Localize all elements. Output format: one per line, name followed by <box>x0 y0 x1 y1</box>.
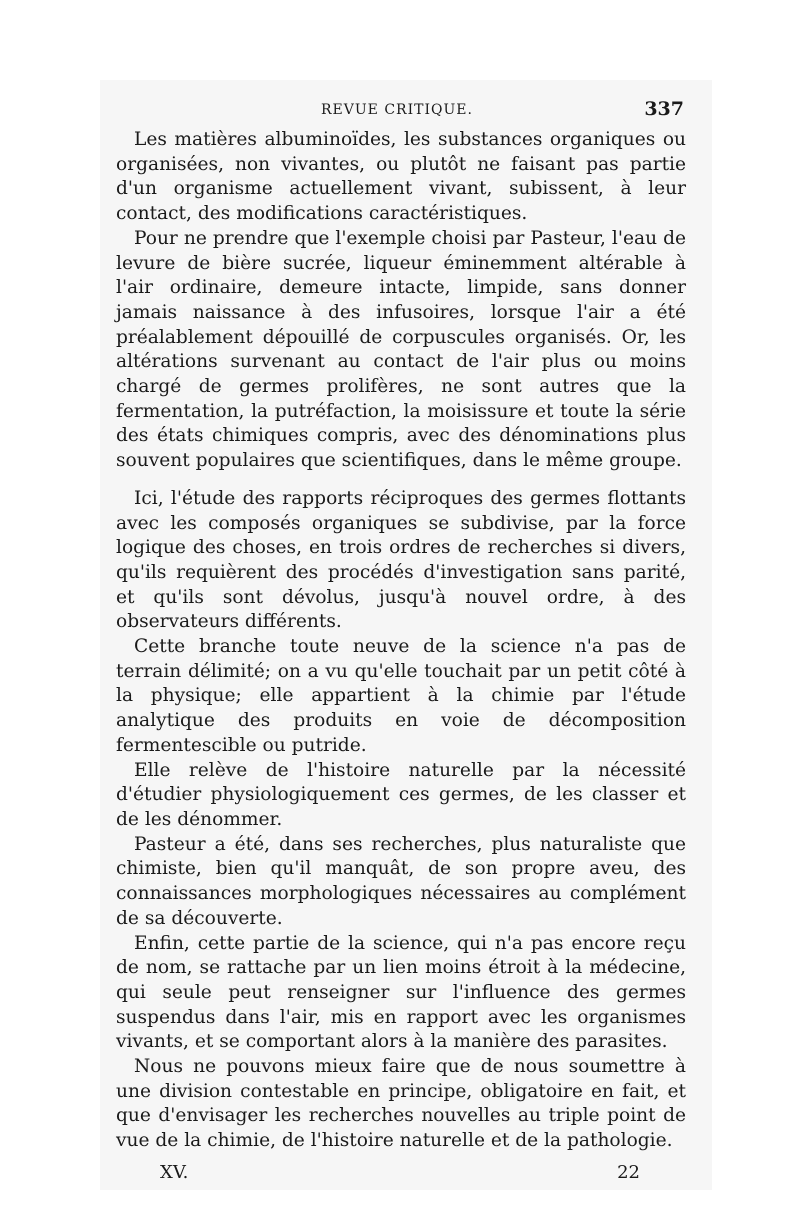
paragraph: Cette branche toute neuve de la science n'a pas de terrain délimité; on a vu qu'elle touchait par un petit côté à la physique; elle appartient à la chimie par l'étude analytique des produits en voie de décomposition fermentescible ou putride. <box>116 636 686 756</box>
page-footer <box>160 1162 640 1186</box>
page-number: 337 <box>644 98 684 120</box>
paragraph: Pasteur a été, dans ses recherches, plus naturaliste que chimiste, bien qu'il manquât, de son propre aveu, des connaissances morphologiques nécessaires au complément de sa découverte. <box>116 833 686 929</box>
body-text <box>116 128 686 1154</box>
signature-mark: XV. <box>160 1162 189 1183</box>
paragraph: Ici, l'étude des rapports réciproques des germes flottants avec les composés organiques se subdivise, par la force logique des choses, en trois ordres de recherches si divers, qu'ils requièrent des procédés d'investigation sans parité, et qu'ils sont dévolus, jusqu'à nouvel ordre, à des observateurs différents. <box>116 487 686 633</box>
paragraph: Nous ne pouvons mieux faire que de nous soumettre à une division contestable en principe, obligatoire en fait, et que d'envisager les recherches nouvelles au triple point de vue de la chimie, de l'histoire naturelle et de la pathologie. <box>116 1056 686 1152</box>
paragraph: Pour ne prendre que l'exemple choisi par Pasteur, l'eau de levure de bière sucrée, liqueur éminemment altérable à l'air ordinaire, demeure intacte, limpide, sans donner jamais naissance à des infusoires, lorsque l'air a été préalablement dépouillé de corpuscules organisés. Or, les altérations survenant au contact de l'air plus ou moins chargé de germes prolifères, ne sont autres que la fermentation, la putréfaction, la moisissure et toute la série des états chimiques compris, avec des dénominations plus souvent populaires que scientifiques, dans le même groupe. <box>116 227 686 472</box>
paragraph: Elle relève de l'histoire naturelle par la nécessité d'étudier physiologiquement ces germes, de les classer et de les dénommer. <box>116 759 686 830</box>
paragraph: Les matières albuminoïdes, les substances organiques ou organisées, non vivantes, ou plutôt ne faisant pas partie d'un organisme actuellement vivant, subissent, à leur contact, des modifications caractéristiques. <box>116 129 686 225</box>
running-head: REVUE CRITIQUE. <box>321 102 473 118</box>
paragraph: Enfin, cette partie de la science, qui n'a pas encore reçu de nom, se rattache par un lien moins étroit à la médecine, qui seule peut renseigner sur l'influence des germes suspendus dans l'air, mis en rapport avec les organismes vivants, et se comportant alors à la manière des parasites. <box>116 932 686 1053</box>
page-header <box>116 98 684 124</box>
folio-number: 22 <box>617 1162 640 1183</box>
